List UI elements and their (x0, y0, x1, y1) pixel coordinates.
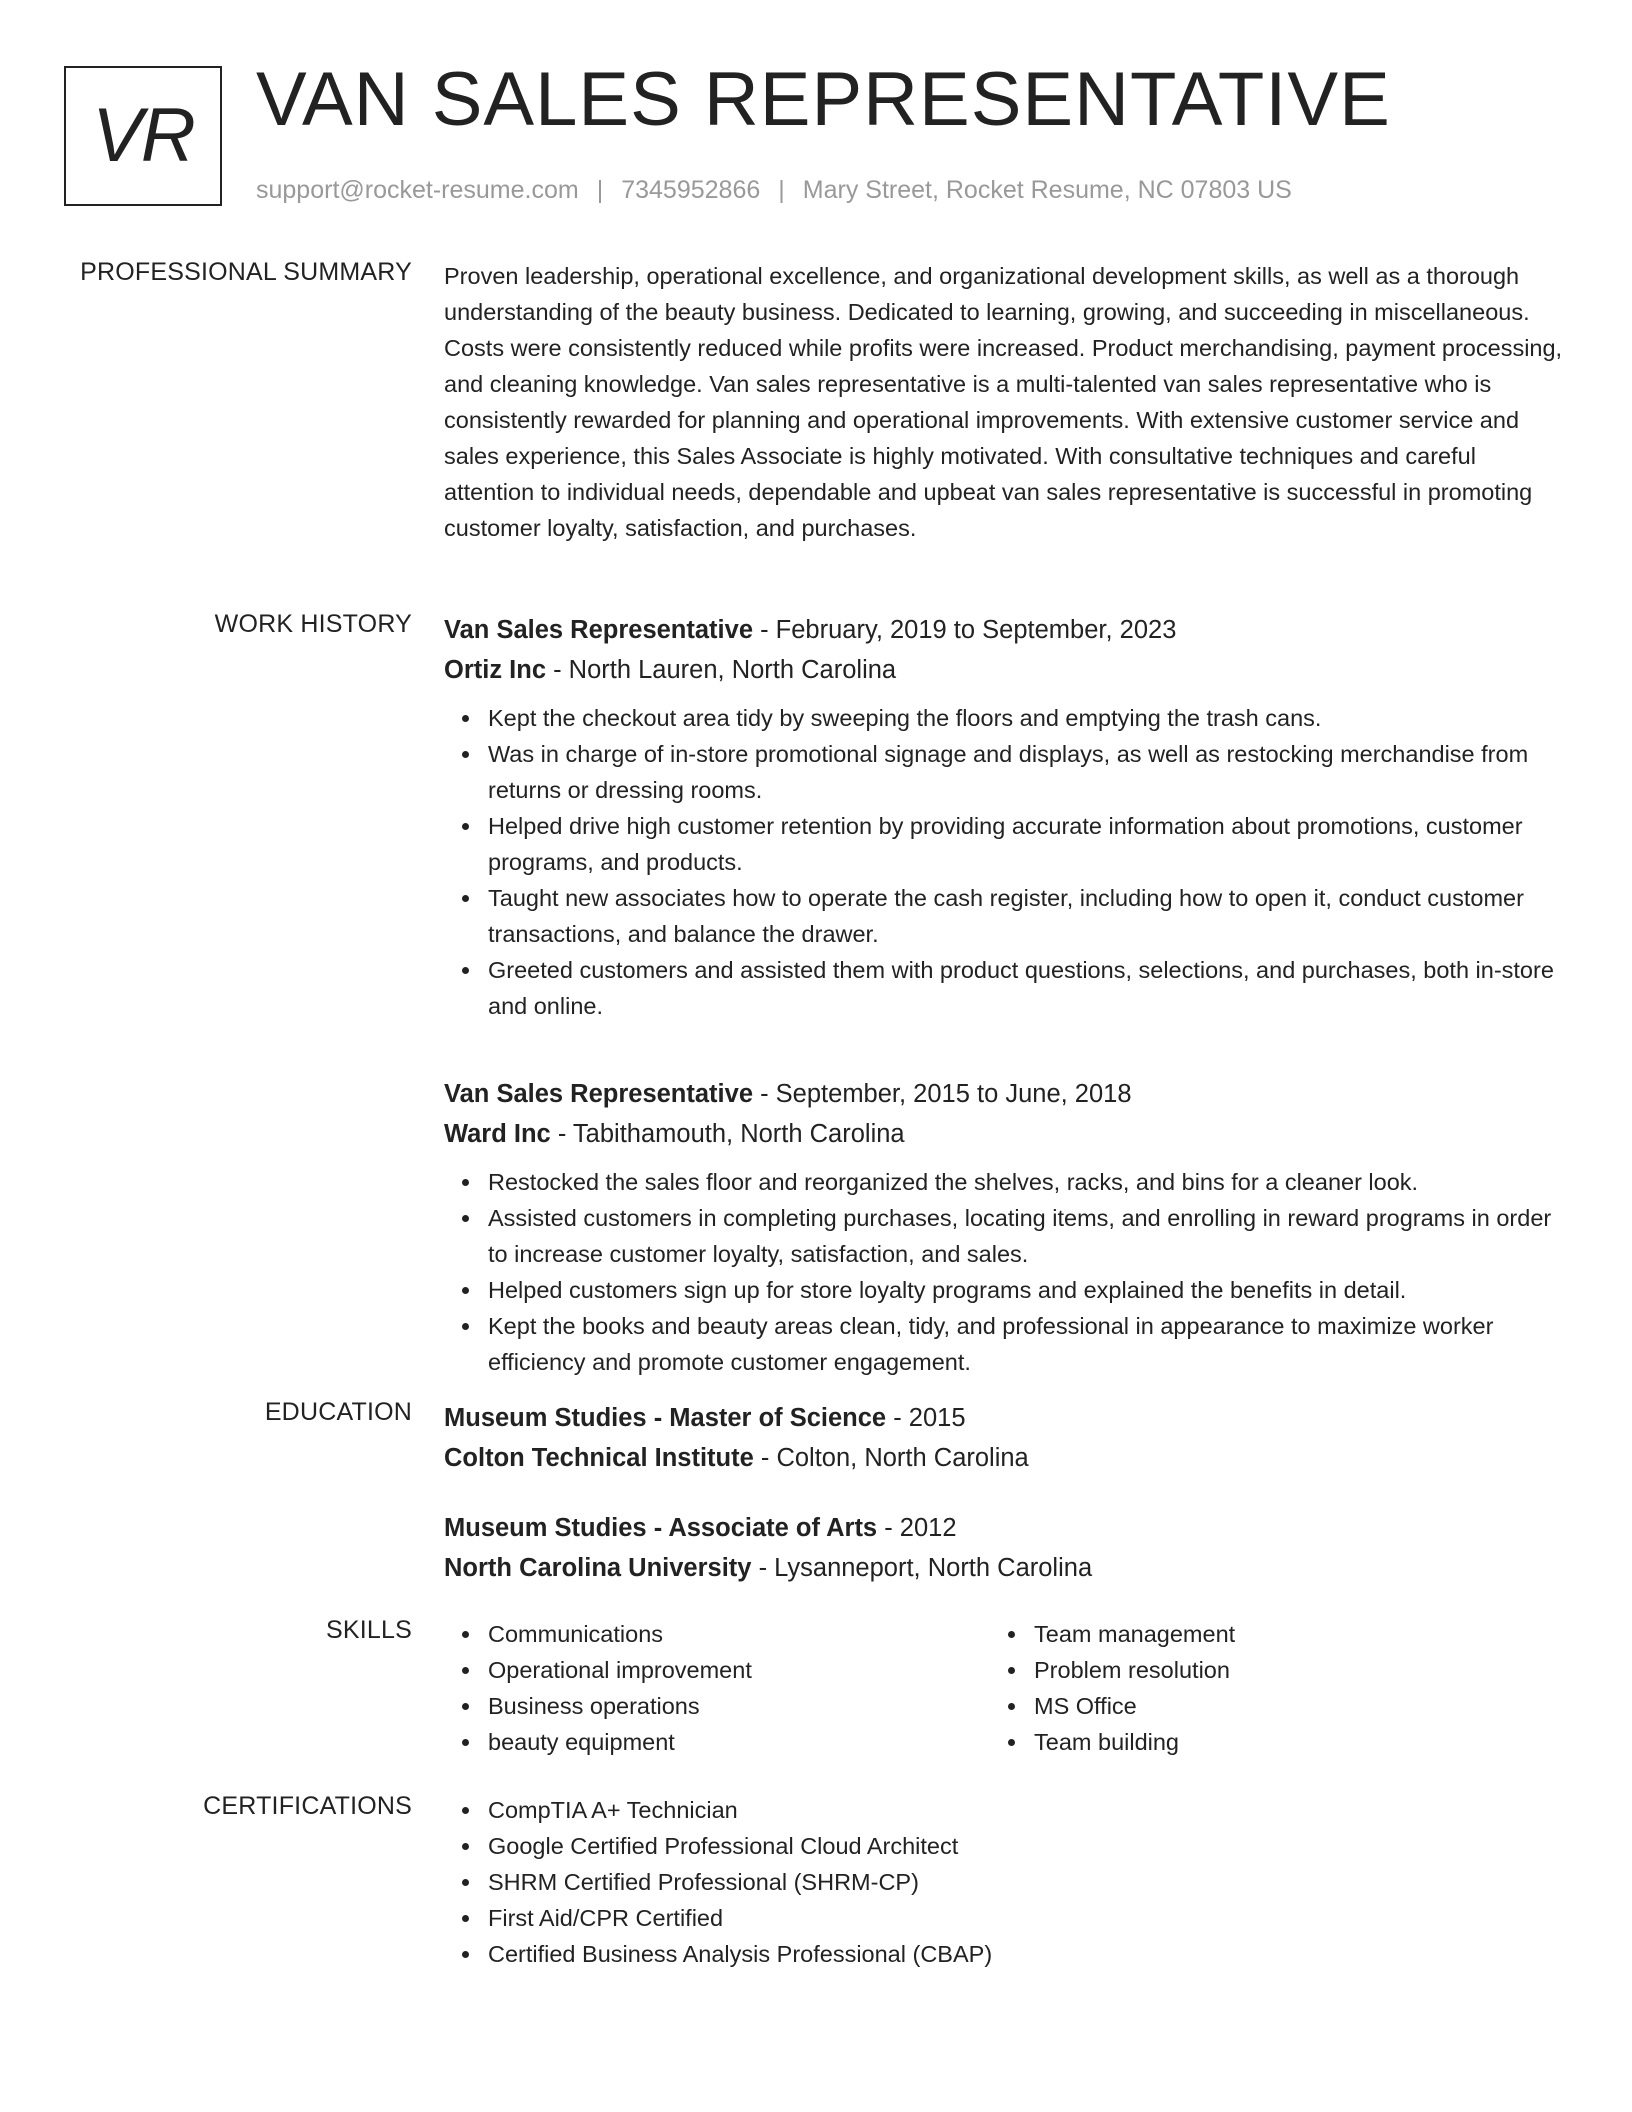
list-item: Certified Business Analysis Professional (CBAP) (488, 1936, 1564, 1972)
job-company-line (444, 650, 1564, 690)
job-duties-list (444, 700, 1564, 1024)
list-item: Helped drive high customer retention by providing accurate information about promotions, customer programs, and products. (488, 808, 1564, 880)
summary-text: Proven leadership, operational excellence, and organizational development skills, as well as a thorough understanding of the beauty business. Dedicated to learning, growing, and succeeding in miscellaneous. Costs were consistently reduced while profits were increased. Product merchandising, payment processing, and cleaning knowledge. Van sales representative is a multi-talented van sales representative who is consistently rewarded for planning and operational improvements. With extensive customer service and sales experience, this Sales Associate is highly motivated. With consultative techniques and careful attention to individual needs, dependable and upbeat van sales representative is successful in promoting customer loyalty, satisfaction, and purchases. (444, 263, 1563, 541)
degree-line (444, 1398, 1564, 1438)
degree-name: Museum Studies - Master of Science (444, 1404, 887, 1432)
degree-year: - 2012 (877, 1514, 957, 1542)
skills-list-right (990, 1616, 1536, 1760)
section-title-skills: SKILLS (326, 1616, 412, 1644)
contact-address: Mary Street, Rocket Resume, NC 07803 US (802, 176, 1292, 204)
list-item: MS Office (1034, 1688, 1536, 1724)
list-item: Google Certified Professional Cloud Architect (488, 1828, 1564, 1864)
section-title-education: EDUCATION (264, 1398, 412, 1426)
job-title-line (444, 610, 1564, 650)
section-title-certifications: CERTIFICATIONS (203, 1792, 412, 1820)
job-company: Ward Inc (444, 1120, 551, 1148)
job-title-line (444, 1074, 1564, 1114)
list-item: Greeted customers and assisted them with product questions, selections, and purchases, both in-store and online. (488, 952, 1564, 1024)
job-role: Van Sales Representative (444, 1080, 754, 1108)
job-company-line (444, 1114, 1564, 1154)
education-body (444, 1398, 1564, 1588)
contact-phone: 7345952866 (621, 176, 761, 204)
list-item: beauty equipment (488, 1724, 990, 1760)
monogram-initials: VR (92, 93, 194, 178)
contact-separator: | (596, 176, 604, 204)
contact-line (256, 176, 1292, 205)
job-location: - North Lauren, North Carolina (546, 656, 897, 684)
list-item: Problem resolution (1034, 1652, 1536, 1688)
school-location: - Colton, North Carolina (753, 1444, 1029, 1472)
certifications-list (444, 1792, 1564, 1972)
school-name: North Carolina University (444, 1554, 752, 1582)
education-entry (444, 1398, 1564, 1478)
list-item: Assisted customers in completing purchases, locating items, and enrolling in reward programs in order to increase customer loyalty, satisfaction, and sales. (488, 1200, 1564, 1272)
list-item: Taught new associates how to operate the cash register, including how to open it, conduct customer transactions, and balance the drawer. (488, 880, 1564, 952)
job-location: - Tabithamouth, North Carolina (550, 1120, 905, 1148)
summary-body (444, 258, 1564, 546)
job-dates: - February, 2019 to September, 2023 (753, 616, 1177, 644)
list-item: SHRM Certified Professional (SHRM-CP) (488, 1864, 1564, 1900)
list-item: Helped customers sign up for store loyalty programs and explained the benefits in detail. (488, 1272, 1564, 1308)
job-duties-list (444, 1164, 1564, 1380)
job-entry (444, 610, 1564, 1024)
job-entry (444, 1074, 1564, 1380)
skills-grid (444, 1616, 1564, 1760)
school-name: Colton Technical Institute (444, 1444, 754, 1472)
certifications-body (444, 1792, 1564, 1972)
school-line (444, 1438, 1564, 1478)
list-item: CompTIA A+ Technician (488, 1792, 1564, 1828)
school-line (444, 1548, 1564, 1588)
list-item: Restocked the sales floor and reorganized the shelves, racks, and bins for a cleaner look. (488, 1164, 1564, 1200)
list-item: Business operations (488, 1688, 990, 1724)
list-item: Kept the books and beauty areas clean, tidy, and professional in appearance to maximize worker efficiency and promote customer engagement. (488, 1308, 1564, 1380)
school-location: - Lysanneport, North Carolina (751, 1554, 1093, 1582)
degree-year: - 2015 (886, 1404, 966, 1432)
resume-title: VAN SALES REPRESENTATIVE (256, 57, 1391, 142)
list-item: Team management (1034, 1616, 1536, 1652)
monogram-logo (64, 66, 222, 206)
skills-body (444, 1616, 1564, 1760)
list-item: Team building (1034, 1724, 1536, 1760)
job-dates: - September, 2015 to June, 2018 (753, 1080, 1132, 1108)
job-company: Ortiz Inc (444, 656, 547, 684)
list-item: Kept the checkout area tidy by sweeping the floors and emptying the trash cans. (488, 700, 1564, 736)
education-entry (444, 1508, 1564, 1588)
degree-line (444, 1508, 1564, 1548)
section-title-summary: PROFESSIONAL SUMMARY (80, 258, 412, 286)
job-role: Van Sales Representative (444, 616, 754, 644)
degree-name: Museum Studies - Associate of Arts (444, 1514, 878, 1542)
list-item: Was in charge of in-store promotional signage and displays, as well as restocking merchandise from returns or dressing rooms. (488, 736, 1564, 808)
list-item: Operational improvement (488, 1652, 990, 1688)
list-item: First Aid/CPR Certified (488, 1900, 1564, 1936)
contact-email: support@rocket-resume.com (256, 176, 579, 204)
skills-list-left (444, 1616, 990, 1760)
work-history-body (444, 610, 1564, 1380)
contact-separator: | (778, 176, 785, 204)
list-item: Communications (488, 1616, 990, 1652)
section-title-work: WORK HISTORY (214, 610, 412, 638)
